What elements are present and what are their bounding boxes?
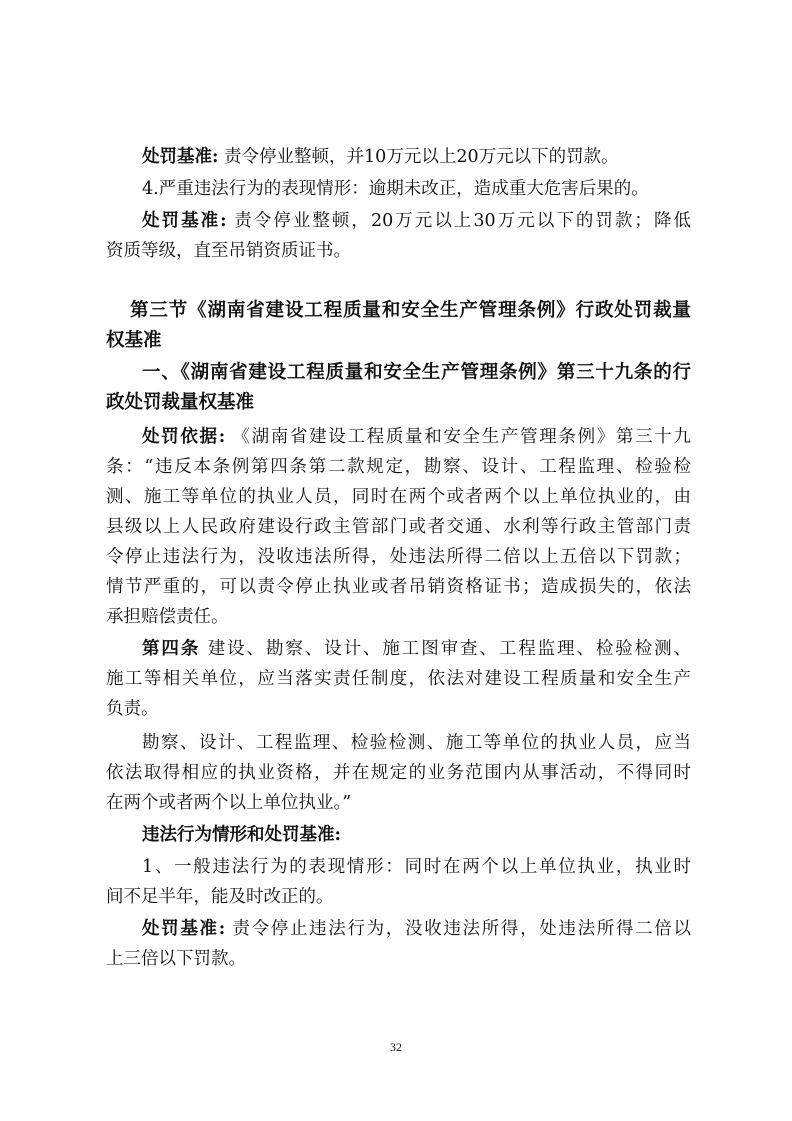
line-text: 违法行为情形和处罚基准: [142,825,341,845]
line-text: 《湖南省建设工程质量和安全生产管理条例》第三十九 [232,427,691,447]
paragraph-line [106,758,691,788]
paragraph-line [106,482,691,512]
bold-label: 第四条 [142,639,201,659]
line-text: 在两个或者两个以上单位执业。” [106,793,352,813]
line-text: 情节严重的，可以责令停止执业或者吊销资格证书；造成损失的，依法 [106,577,691,597]
paragraph-line [106,572,691,602]
line-text: 资质等级，直至吊销资质证书。 [106,241,351,261]
bold-label: 处罚基准: [142,919,226,939]
line-text: 责令停止违法行为，没收违法所得，处违法所得二倍以 [232,919,691,939]
line-text: 施工等相关单位，应当落实责任制度，依法对建设工程质量和安全生产 [106,669,691,689]
line-text: 责令停业整顿，并10万元以上20万元以下的罚款。 [224,147,619,167]
paragraph-line [106,542,691,572]
bold-label: 处罚依据: [142,427,226,447]
paragraph-line [142,914,691,944]
line-text: 建设、勘察、设计、施工图审查、工程监理、检验检测、 [207,639,692,659]
line-text: 间不足半年，能及时改正的。 [106,887,334,907]
subsection-heading [106,388,691,418]
line-text: 条：“违反本条例第四条第二款规定，勘察、设计、工程监理、检验检 [106,457,691,477]
paragraph-line [142,206,691,236]
paragraph-line [142,174,691,204]
line-text: 一、《湖南省建设工程质量和安全生产管理条例》第三十九条的行 [142,362,691,383]
paragraph-line [106,452,691,482]
line-text: 县级以上人民政府建设行政主管部门或者交通、水利等行政主管部门责 [106,517,691,537]
line-text: 第三节《湖南省建设工程质量和安全生产管理条例》行政处罚裁量 [130,300,691,321]
paragraph-line [106,236,691,266]
line-text: 依法取得相应的执业资格，并在规定的业务范围内从事活动，不得同时 [106,763,691,783]
line-text: 承担赔偿责任。 [106,607,229,627]
paragraph-line [106,602,691,632]
subsection-heading [142,358,691,388]
section-heading [130,296,691,326]
bold-label: 处罚基准: [142,211,227,231]
line-text: 4.严重违法行为的表现情形：逾期未改正，造成重大危害后果的。 [142,179,649,199]
line-text: 1、一般违法行为的表现情形：同时在两个以上单位执业，执业时 [142,857,691,877]
paragraph-line [106,788,691,818]
paragraph-line [142,728,691,758]
line-text: 勘察、设计、工程监理、检验检测、施工等单位的执业人员，应当 [142,733,691,753]
paragraph-line [106,882,691,912]
section-heading [106,326,691,356]
line-text: 测、施工等单位的执业人员，同时在两个或者两个以上单位执业的，由 [106,487,691,507]
paragraph-line [106,944,691,974]
page-number: 32 [390,1040,402,1054]
paragraph-line [106,694,691,724]
paragraph-line [106,664,691,694]
paragraph-line [106,512,691,542]
paragraph-line [142,634,691,664]
bold-subheading [142,820,691,850]
paragraph-line [142,852,691,882]
line-text: 令停止违法行为，没收违法所得，处违法所得二倍以上五倍以下罚款； [106,547,691,567]
bold-label: 处罚基准: [142,147,219,167]
line-text: 负责。 [106,699,159,719]
line-text: 责令停业整顿，20万元以上30万元以下的罚款；降低 [234,211,691,231]
paragraph-line [142,422,691,452]
paragraph-line [142,142,691,172]
line-text: 权基准 [106,330,162,351]
line-text: 政处罚裁量权基准 [106,392,255,413]
line-text: 上三倍以下罚款。 [106,949,246,969]
